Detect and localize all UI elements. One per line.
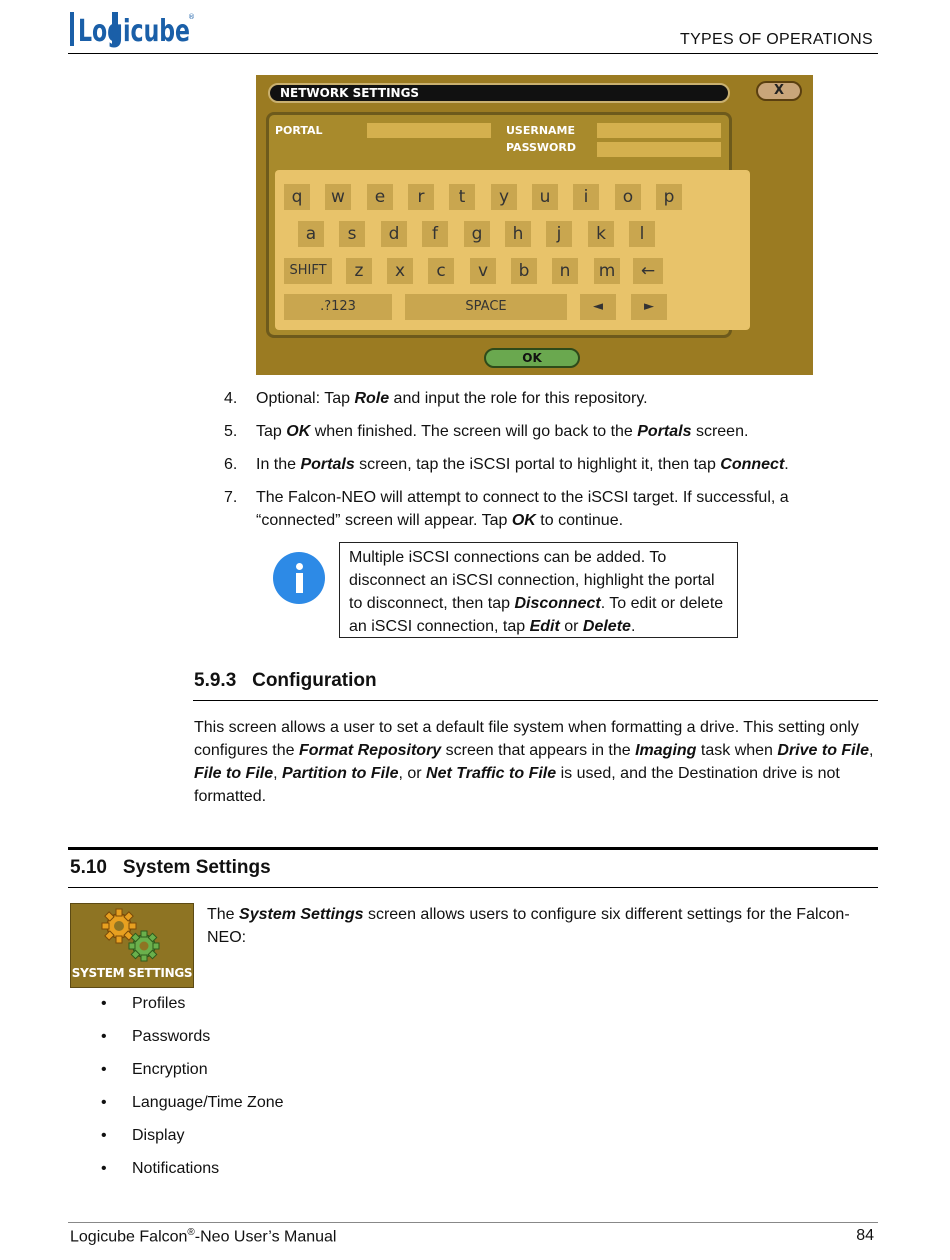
key: i (573, 184, 599, 210)
section-rule-thick (68, 847, 878, 850)
portal-label: PORTAL (275, 124, 323, 137)
section-rule (68, 887, 878, 888)
key: b (511, 258, 537, 284)
network-settings-screenshot (256, 75, 813, 375)
key: u (532, 184, 558, 210)
configuration-paragraph: This screen allows a user to set a default file system when formatting a drive. This setting only configures the Format Repository screen that appears in the Imaging task when Drive to File, File to File, Partition to File, or Net Traffic to File is used, and the Destination drive is not formatted. (194, 719, 874, 805)
close-button: X (756, 81, 802, 101)
note-box: Multiple iSCSI connections can be added. To disconnect an iSCSI connection, highlight the portal to disconnect, then tap Disconnect. To edit or delete an iSCSI connection, tap Edit or Delete. (339, 542, 738, 638)
key: y (491, 184, 517, 210)
section-heading-system-settings: 5.10 System Settings (70, 857, 271, 878)
key: o (615, 184, 641, 210)
section-heading-configuration: 5.9.3 Configuration (194, 670, 377, 691)
page-number: 84 (856, 1227, 874, 1244)
info-icon (273, 552, 325, 604)
key: n (552, 258, 578, 284)
key: l (629, 221, 655, 247)
key: z (346, 258, 372, 284)
key: s (339, 221, 365, 247)
key: f (422, 221, 448, 247)
header-title: TYPES OF OPERATIONS (680, 31, 873, 48)
key: h (505, 221, 531, 247)
section-rule (193, 700, 878, 701)
gears-icon (71, 904, 195, 966)
system-settings-paragraph: The System Settings screen allows users to configure six different settings for the Falcon-NEO: (207, 906, 850, 946)
footer-rule (68, 1222, 878, 1223)
step-text: The Falcon-NEO will attempt to connect to the iSCSI target. If successful, a “connected” screen will appear. Tap OK to continue. (256, 489, 789, 529)
portal-field (367, 123, 491, 138)
key: v (470, 258, 496, 284)
header-rule (68, 53, 878, 54)
step-number: 4. (224, 390, 238, 407)
key: k (588, 221, 614, 247)
key: p (656, 184, 682, 210)
key: d (381, 221, 407, 247)
step-text: In the Portals screen, tap the iSCSI portal to highlight it, then tap Connect. (256, 456, 789, 473)
key: j (546, 221, 572, 247)
ok-button: OK (484, 348, 580, 368)
logicube-logo (70, 10, 196, 48)
key: x (387, 258, 413, 284)
username-field (597, 123, 721, 138)
left-arrow-key: ◄ (580, 294, 616, 320)
symbols-key: .?123 (284, 294, 392, 320)
username-label: USERNAME (506, 124, 576, 137)
onscreen-keyboard (275, 170, 750, 330)
step-number: 6. (224, 456, 238, 473)
key: a (298, 221, 324, 247)
screen-title: NETWORK SETTINGS (280, 86, 420, 100)
shift-key: SHIFT (284, 258, 332, 284)
key: e (367, 184, 393, 210)
system-settings-icon-label: SYSTEM SETTINGS (71, 966, 193, 980)
svg-text:Logicube: Logicube (78, 14, 190, 48)
space-key: SPACE (405, 294, 567, 320)
svg-text:®: ® (188, 13, 195, 21)
system-settings-icon (70, 903, 194, 988)
screen-titlebar (268, 83, 730, 103)
step-number: 7. (224, 489, 238, 506)
backspace-key: ← (633, 258, 663, 284)
step-number: 5. (224, 423, 238, 440)
password-label: PASSWORD (506, 141, 577, 154)
key: c (428, 258, 454, 284)
key: m (594, 258, 620, 284)
step-text: Tap OK when finished. The screen will go back to the Portals screen. (256, 423, 749, 440)
key: g (464, 221, 490, 247)
key: w (325, 184, 351, 210)
password-field (597, 142, 721, 157)
key: r (408, 184, 434, 210)
key: t (449, 184, 475, 210)
right-arrow-key: ► (631, 294, 667, 320)
step-text: Optional: Tap Role and input the role for this repository. (256, 390, 648, 407)
footer-manual-title: Logicube Falcon®-Neo User’s Manual (70, 1227, 337, 1246)
key: q (284, 184, 310, 210)
